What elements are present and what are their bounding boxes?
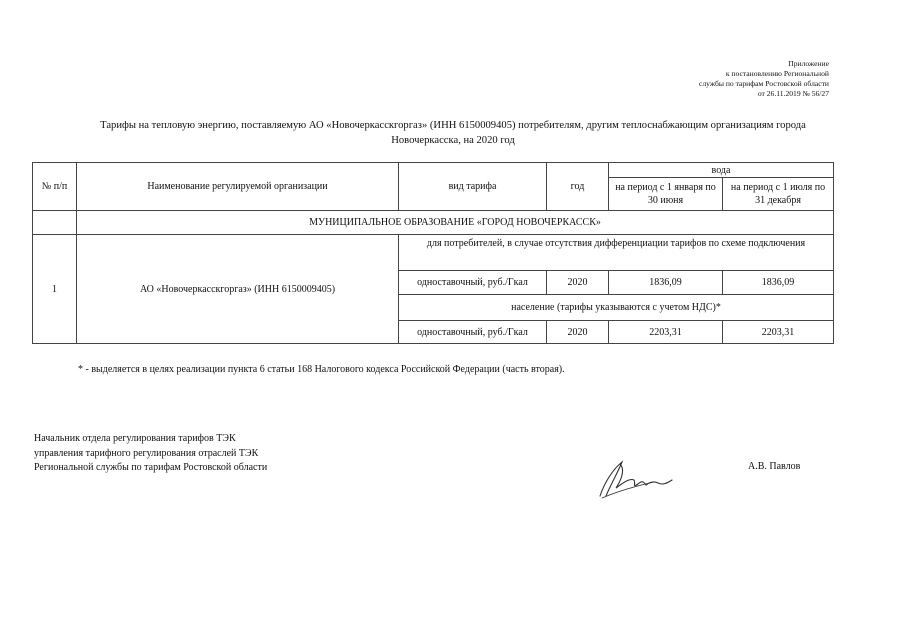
appendix-line: от 26.11.2019 № 56/27 (757, 89, 829, 98)
period2-value: 1836,09 (723, 271, 834, 295)
table-row (33, 235, 834, 271)
table-header-row (33, 163, 834, 178)
appendix-header (699, 59, 829, 99)
signature-block (34, 432, 267, 476)
header-period2: на период с 1 июля по 31 декабря (723, 178, 834, 211)
appendix-line: Приложение (788, 59, 829, 68)
table-cell (33, 211, 77, 235)
period2-value: 2203,31 (723, 321, 834, 344)
header-year: год (547, 163, 609, 211)
period1-value: 2203,31 (609, 321, 723, 344)
year-cell: 2020 (547, 321, 609, 344)
period1-value: 1836,09 (609, 271, 723, 295)
signer-position-line: управления тарифного регулирования отраслей ТЭК (34, 447, 259, 459)
handwritten-signature-icon (596, 452, 680, 502)
section-consumers: для потребителей, в случае отсутствия дифференциации тарифов по схеме подключения (399, 235, 834, 271)
title-line: Тарифы на тепловую энергию, поставляемую АО «Новочеркасскгоргаз» (ИНН 6150009405) потребителям, другим теплоснабжающим организациям города (100, 120, 806, 131)
header-period1: на период с 1 января по 30 июня (609, 178, 723, 211)
header-tariff-type: вид тарифа (399, 163, 547, 211)
tariff-table (32, 162, 834, 344)
year-cell: 2020 (547, 271, 609, 295)
document-title (38, 118, 868, 148)
header-num: № п/п (33, 163, 77, 211)
appendix-line: к постановлению Региональной (725, 69, 829, 78)
row-number: 1 (33, 235, 77, 344)
municipality-name: МУНИЦИПАЛЬНОЕ ОБРАЗОВАНИЕ «ГОРОД НОВОЧЕРКАССК» (77, 211, 834, 235)
header-group-water: вода (609, 163, 834, 178)
organization-name: АО «Новочеркасскгоргаз» (ИНН 6150009405) (77, 235, 399, 344)
title-line: Новочеркасска, на 2020 год (391, 135, 515, 146)
signer-name: А.В. Павлов (748, 461, 801, 472)
appendix-line: службы по тарифам Ростовской области (698, 79, 829, 88)
section-population: население (тарифы указываются с учетом НДС)* (399, 295, 834, 321)
signer-position-line: Начальник отдела регулирования тарифов ТЭК (34, 433, 236, 444)
tariff-type-cell: одноставочный, руб./Гкал (399, 321, 547, 344)
header-org: Наименование регулируемой организации (77, 163, 399, 211)
footnote: * - выделяется в целях реализации пункта 6 статьи 168 Налогового кодекса Российской Федерации (часть вторая). (78, 364, 565, 375)
tariff-type-cell: одноставочный, руб./Гкал (399, 271, 547, 295)
signer-position-line: Региональной службы по тарифам Ростовской области (34, 462, 268, 473)
municipality-row (33, 211, 834, 235)
